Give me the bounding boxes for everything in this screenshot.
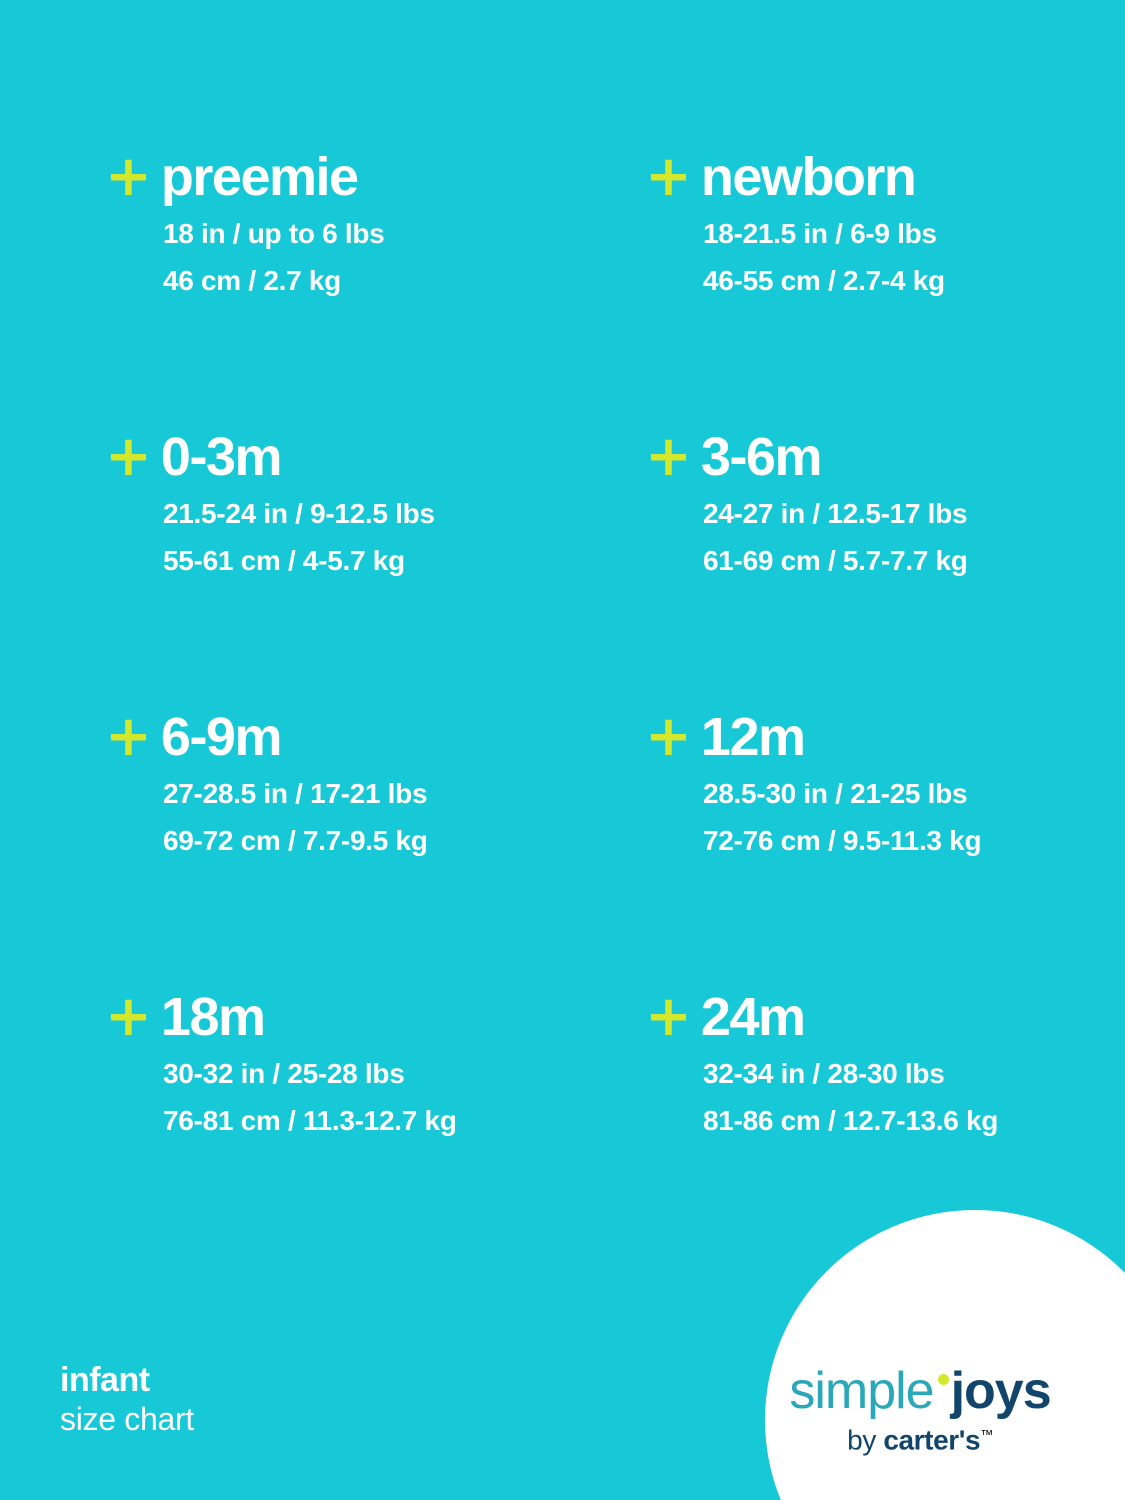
size-imperial: 27-28.5 in / 17-21 lbs bbox=[163, 778, 428, 809]
size-label: 0-3m bbox=[160, 427, 281, 487]
size-imperial: 21.5-24 in / 9-12.5 lbs bbox=[163, 498, 435, 529]
size-metric: 76-81 cm / 11.3-12.7 kg bbox=[163, 1105, 457, 1136]
brand-logo-main bbox=[770, 1361, 1070, 1420]
plus-icon: + bbox=[105, 144, 151, 209]
size-label: newborn bbox=[700, 147, 916, 207]
plus-icon: + bbox=[105, 704, 151, 769]
size-imperial: 30-32 in / 25-28 lbs bbox=[163, 1058, 405, 1089]
brand-word-joys: joys bbox=[950, 1361, 1051, 1420]
size-heading bbox=[645, 704, 1085, 769]
page-subtitle: size chart bbox=[60, 1401, 194, 1437]
brand-name-carters: carter's bbox=[883, 1424, 981, 1455]
brand-by-label: by bbox=[847, 1424, 884, 1455]
size-imperial: 18 in / up to 6 lbs bbox=[163, 218, 385, 249]
size-label: preemie bbox=[160, 147, 358, 207]
size-imperial: 18-21.5 in / 6-9 lbs bbox=[703, 218, 937, 249]
size-cell-3-6m bbox=[545, 424, 1085, 710]
size-metric: 69-72 cm / 7.7-9.5 kg bbox=[163, 825, 428, 856]
size-cell-newborn bbox=[545, 144, 1085, 430]
size-cell-12m bbox=[545, 704, 1085, 990]
size-label: 6-9m bbox=[160, 707, 281, 767]
size-heading bbox=[105, 704, 545, 769]
size-metric: 55-61 cm / 4-5.7 kg bbox=[163, 545, 405, 576]
size-metric: 61-69 cm / 5.7-7.7 kg bbox=[703, 545, 968, 576]
plus-icon: + bbox=[645, 704, 691, 769]
size-heading bbox=[645, 424, 1085, 489]
size-imperial: 32-34 in / 28-30 lbs bbox=[703, 1058, 945, 1089]
size-metric: 72-76 cm / 9.5-11.3 kg bbox=[703, 825, 982, 856]
brand-word-simple: simple bbox=[789, 1361, 934, 1420]
size-cell-18m bbox=[0, 984, 545, 1270]
size-metric: 81-86 cm / 12.7-13.6 kg bbox=[703, 1105, 999, 1136]
size-metric: 46 cm / 2.7 kg bbox=[163, 265, 341, 296]
size-heading bbox=[105, 424, 545, 489]
brand-logo-sub bbox=[770, 1420, 1070, 1455]
size-cell-0-3m bbox=[0, 424, 545, 710]
plus-icon: + bbox=[645, 424, 691, 489]
size-label: 12m bbox=[700, 707, 805, 767]
plus-icon: + bbox=[105, 424, 151, 489]
size-heading bbox=[105, 984, 545, 1049]
trademark-icon: ™ bbox=[980, 1426, 993, 1442]
size-heading bbox=[645, 144, 1085, 209]
size-label: 3-6m bbox=[700, 427, 821, 487]
plus-icon: + bbox=[645, 984, 691, 1049]
page-title: infant bbox=[60, 1361, 150, 1399]
size-label: 24m bbox=[700, 987, 805, 1047]
size-cell-preemie bbox=[0, 144, 545, 430]
plus-icon: + bbox=[645, 144, 691, 209]
size-label: 18m bbox=[160, 987, 265, 1047]
size-cell-6-9m bbox=[0, 704, 545, 990]
dot-icon bbox=[938, 1374, 949, 1385]
size-metric: 46-55 cm / 2.7-4 kg bbox=[703, 265, 945, 296]
size-imperial: 24-27 in / 12.5-17 lbs bbox=[703, 498, 968, 529]
chart-caption bbox=[60, 1360, 194, 1438]
size-imperial: 28.5-30 in / 21-25 lbs bbox=[703, 778, 968, 809]
size-heading bbox=[645, 984, 1085, 1049]
brand-logo bbox=[770, 1361, 1070, 1455]
size-heading bbox=[105, 144, 545, 209]
plus-icon: + bbox=[105, 984, 151, 1049]
